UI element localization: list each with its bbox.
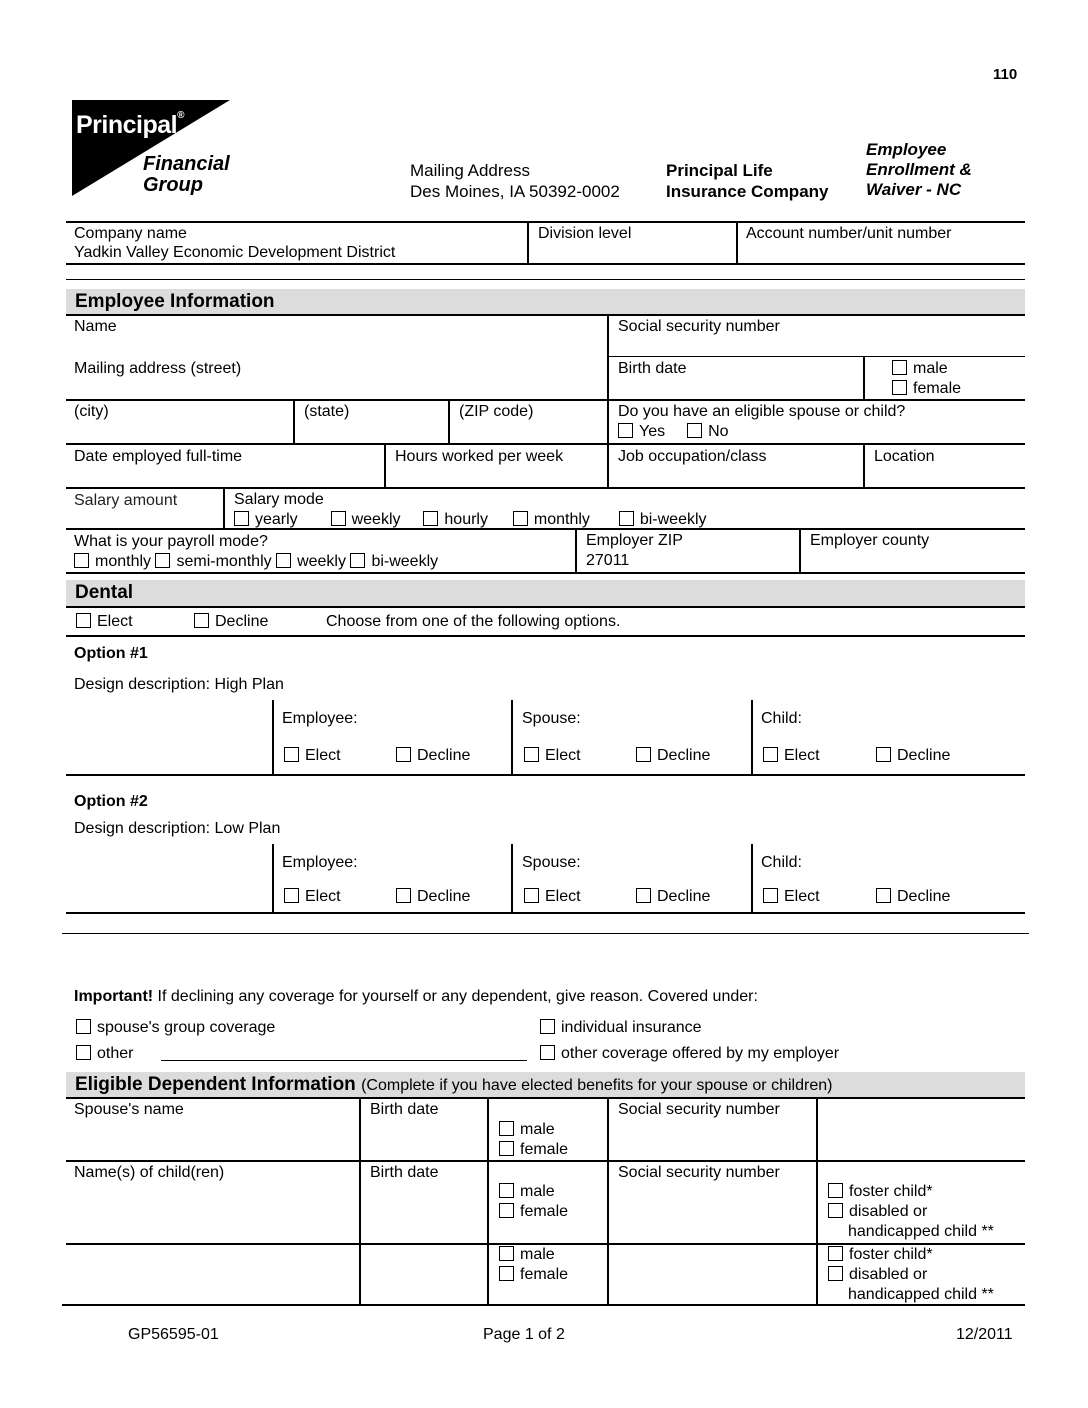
female-checkbox[interactable]: female bbox=[892, 379, 961, 399]
child-2-disabled-checkbox[interactable]: disabled or bbox=[828, 1265, 994, 1285]
payroll-semimonthly-checkbox[interactable]: semi-monthly bbox=[155, 553, 271, 570]
occupation-field[interactable]: Job occupation/class bbox=[618, 448, 767, 465]
street-address-field[interactable]: Mailing address (street) bbox=[74, 360, 242, 377]
individual-insurance-checkbox[interactable]: individual insurance bbox=[540, 1018, 702, 1037]
spouse-group-coverage-checkbox[interactable]: spouse's group coverage bbox=[76, 1018, 275, 1037]
ssn-field[interactable]: Social security number bbox=[618, 318, 780, 335]
option-2-child-label: Child: bbox=[761, 854, 802, 871]
zip-field[interactable]: (ZIP code) bbox=[459, 403, 534, 420]
dependent-heading: Eligible Dependent Information (Complete if you have elected benefits for your spouse or children) bbox=[66, 1072, 1025, 1097]
option-2-employee-label: Employee: bbox=[282, 854, 358, 871]
child-1-status: foster child* disabled or handicapped child ** bbox=[828, 1182, 994, 1242]
logo-brand: Principal® bbox=[76, 110, 184, 139]
option-1-child-elect[interactable]: Elect bbox=[763, 746, 820, 765]
location-field[interactable]: Location bbox=[874, 448, 935, 465]
spouse-name-field[interactable]: Spouse's name bbox=[74, 1101, 184, 1118]
spouse-question: Do you have an eligible spouse or child? Yes No bbox=[618, 403, 906, 440]
form-date: 12/2011 bbox=[956, 1326, 1013, 1343]
division-level-field[interactable]: Division level bbox=[538, 225, 632, 242]
option-2-design: Design description: Low Plan bbox=[74, 820, 281, 837]
child-2-foster-checkbox[interactable]: foster child* bbox=[828, 1245, 994, 1265]
child-1-gender bbox=[499, 1182, 568, 1222]
form-number: GP56595-01 bbox=[128, 1326, 219, 1343]
option-1-child-label: Child: bbox=[761, 710, 802, 727]
spouse-female-checkbox[interactable]: female bbox=[499, 1140, 568, 1160]
child-2-male-checkbox[interactable]: male bbox=[499, 1245, 568, 1265]
salary-weekly-checkbox[interactable]: weekly bbox=[331, 511, 401, 528]
spouse-birth-date-field[interactable]: Birth date bbox=[370, 1101, 439, 1118]
birth-date-field[interactable]: Birth date bbox=[618, 360, 687, 377]
no-checkbox[interactable]: No bbox=[687, 423, 728, 440]
yes-checkbox[interactable]: Yes bbox=[618, 423, 665, 440]
state-field[interactable]: (state) bbox=[304, 403, 350, 420]
option-2-child-decline[interactable]: Decline bbox=[876, 887, 950, 906]
option-1-spouse-elect[interactable]: Elect bbox=[524, 746, 581, 765]
option-2-child-elect[interactable]: Elect bbox=[763, 887, 820, 906]
employer-zip-field[interactable]: Employer ZIP 27011 bbox=[586, 532, 683, 569]
option-1-design: Design description: High Plan bbox=[74, 676, 284, 693]
payroll-biweekly-checkbox[interactable]: bi-weekly bbox=[350, 553, 438, 570]
child-1-birth-date-field[interactable]: Birth date bbox=[370, 1164, 439, 1181]
city-field[interactable]: (city) bbox=[74, 403, 109, 420]
salary-yearly-checkbox[interactable]: yearly bbox=[234, 511, 298, 528]
male-checkbox[interactable]: male bbox=[892, 359, 961, 379]
employee-info-heading: Employee Information bbox=[66, 289, 1025, 315]
employer-county-field[interactable]: Employer county bbox=[810, 532, 930, 549]
child-2-status: foster child* disabled or handicapped child ** bbox=[828, 1245, 994, 1305]
salary-amount-field[interactable]: Salary amount bbox=[74, 492, 178, 509]
insurer-name: Principal Life Insurance Company bbox=[666, 161, 829, 201]
dental-elect-checkbox[interactable]: Elect bbox=[76, 612, 133, 631]
option-2-employee-decline[interactable]: Decline bbox=[396, 887, 470, 906]
dental-heading: Dental bbox=[66, 580, 1025, 606]
other-employer-coverage-checkbox[interactable]: other coverage offered by my employer bbox=[540, 1044, 839, 1063]
option-2-spouse-label: Spouse: bbox=[522, 854, 581, 871]
child-2-female-checkbox[interactable]: female bbox=[499, 1265, 568, 1285]
form-title: Employee Enrollment & Waiver - NC bbox=[866, 140, 972, 199]
option-1-employee-decline[interactable]: Decline bbox=[396, 746, 470, 765]
mailing-address: Mailing Address Des Moines, IA 50392-0002 bbox=[410, 161, 620, 201]
account-number-field[interactable]: Account number/unit number bbox=[746, 225, 952, 242]
payroll-monthly-checkbox[interactable]: monthly bbox=[74, 553, 151, 570]
option-1-spouse-label: Spouse: bbox=[522, 710, 581, 727]
option-2-spouse-decline[interactable]: Decline bbox=[636, 887, 710, 906]
child-1-foster-checkbox[interactable]: foster child* bbox=[828, 1182, 994, 1202]
logo-subtitle: Financial Group bbox=[143, 153, 230, 196]
page-indicator: Page 1 of 2 bbox=[483, 1326, 565, 1343]
spouse-ssn-field[interactable]: Social security number bbox=[618, 1101, 780, 1118]
gender-options bbox=[892, 359, 961, 399]
spouse-gender bbox=[499, 1120, 568, 1160]
option-2-title: Option #2 bbox=[74, 793, 148, 810]
children-name-field[interactable]: Name(s) of child(ren) bbox=[74, 1164, 225, 1181]
child-2-gender bbox=[499, 1245, 568, 1285]
salary-hourly-checkbox[interactable]: hourly bbox=[423, 511, 488, 528]
child-1-disabled-checkbox[interactable]: disabled or bbox=[828, 1202, 994, 1222]
important-notice: Important! If declining any coverage for yourself or any dependent, give reason. Covered under: bbox=[74, 988, 758, 1005]
child-1-female-checkbox[interactable]: female bbox=[499, 1202, 568, 1222]
salary-monthly-checkbox[interactable]: monthly bbox=[513, 511, 590, 528]
dental-instructions: Choose from one of the following options. bbox=[326, 613, 621, 630]
option-1-employee-label: Employee: bbox=[282, 710, 358, 727]
company-name-field[interactable]: Company name Yadkin Valley Economic Development District bbox=[74, 225, 396, 261]
option-1-title: Option #1 bbox=[74, 645, 148, 662]
page-number: 110 bbox=[993, 66, 1018, 83]
option-2-spouse-elect[interactable]: Elect bbox=[524, 887, 581, 906]
name-field[interactable]: Name bbox=[74, 318, 117, 335]
spouse-male-checkbox[interactable]: male bbox=[499, 1120, 568, 1140]
payroll-mode-group: What is your payroll mode? monthly semi-monthly weekly bi-weekly bbox=[74, 533, 439, 570]
option-1-employee-elect[interactable]: Elect bbox=[284, 746, 341, 765]
salary-mode-group: Salary mode yearly weekly hourly monthly bi-weekly bbox=[234, 491, 707, 528]
child-1-male-checkbox[interactable]: male bbox=[499, 1182, 568, 1202]
option-2-employee-elect[interactable]: Elect bbox=[284, 887, 341, 906]
other-checkbox[interactable]: other bbox=[76, 1044, 133, 1063]
salary-biweekly-checkbox[interactable]: bi-weekly bbox=[619, 511, 707, 528]
option-1-child-decline[interactable]: Decline bbox=[876, 746, 950, 765]
other-reason-line[interactable] bbox=[161, 1060, 527, 1061]
date-employed-field[interactable]: Date employed full-time bbox=[74, 448, 243, 465]
payroll-weekly-checkbox[interactable]: weekly bbox=[276, 553, 346, 570]
dental-decline-checkbox[interactable]: Decline bbox=[194, 612, 268, 631]
hours-worked-field[interactable]: Hours worked per week bbox=[395, 448, 564, 465]
child-1-ssn-field[interactable]: Social security number bbox=[618, 1164, 780, 1181]
option-1-spouse-decline[interactable]: Decline bbox=[636, 746, 710, 765]
